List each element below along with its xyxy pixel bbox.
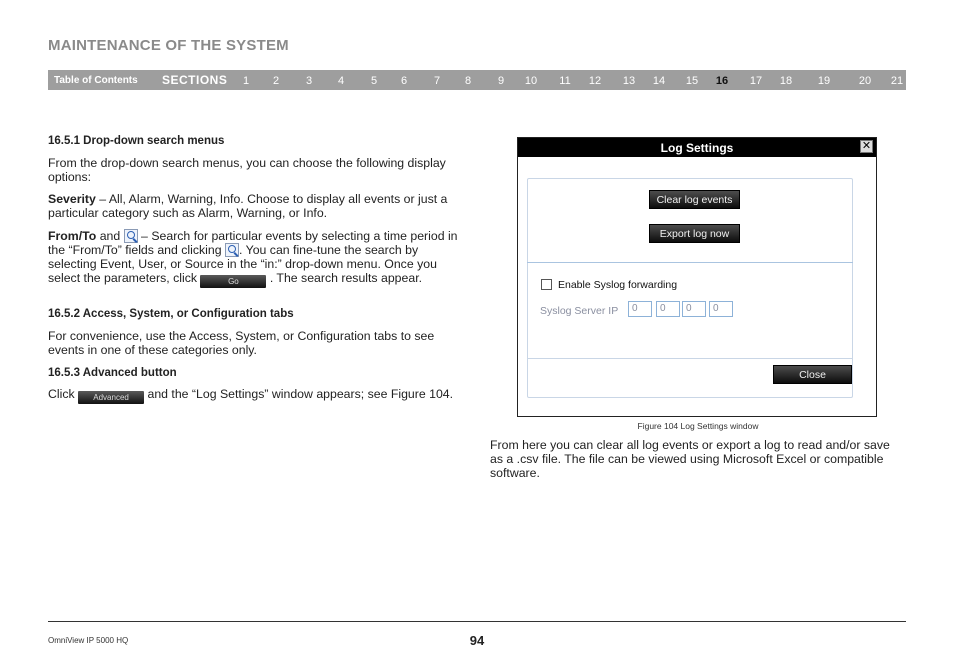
enable-syslog-checkbox[interactable] [541,279,552,290]
section-link-14[interactable]: 14 [652,75,666,87]
search-magnifier-icon [124,229,138,243]
term-severity: Severity [48,192,96,206]
section-link-21[interactable]: 21 [890,75,904,87]
syslog-server-ip-label: Syslog Server IP [540,305,619,317]
divider [527,358,853,359]
heading-advanced-button: 16.5.3 Advanced button [48,367,177,379]
page-number: 94 [469,633,485,648]
paragraph-from-to: From/To and – Search for particular events by selecting a time period in the “From/To” fields and clicking . You can fine-tune the search by selecting Event, User, or Source in the “in:” drop-down menu. Once you select the parameters, click Go . The search results appear. [48,229,458,286]
section-link-3[interactable]: 3 [305,75,313,87]
figure-caption: Figure 104 Log Settings window [637,421,759,431]
section-link-19[interactable]: 19 [817,75,831,87]
section-link-2[interactable]: 2 [272,75,280,87]
dialog-title-bar [518,138,876,157]
section-link-20[interactable]: 20 [858,75,872,87]
footer-product-name: OmniView IP 5000 HQ [48,636,129,645]
close-icon[interactable]: ✕ [861,140,872,152]
divider [527,262,853,263]
advanced-button-image: Advanced [78,391,144,404]
section-link-1[interactable]: 1 [242,75,250,87]
paragraph-advanced: Click Advanced and the “Log Settings” window appears; see Figure 104. [48,387,454,402]
dialog-title: Log Settings [660,141,734,155]
chapter-title: MAINTENANCE OF THE SYSTEM [48,37,289,54]
section-link-17[interactable]: 17 [749,75,763,87]
ip-octet-2-input[interactable]: 0 [656,301,680,317]
clear-log-events-button[interactable]: Clear log events [649,190,740,209]
section-link-12[interactable]: 12 [588,75,602,87]
ip-octet-3-input[interactable]: 0 [682,301,706,317]
section-link-8[interactable]: 8 [464,75,472,87]
paragraph-intro: From the drop-down search menus, you can choose the following display options: [48,156,446,184]
section-link-16-current[interactable]: 16 [715,75,729,87]
section-link-11[interactable]: 11 [559,75,571,87]
footer-divider [48,621,906,622]
heading-drop-down-search-menus: 16.5.1 Drop-down search menus [48,135,225,147]
section-nav-bar [48,70,906,90]
ip-octet-4-input[interactable]: 0 [709,301,733,317]
section-link-4[interactable]: 4 [337,75,345,87]
close-button[interactable]: Close [773,365,852,384]
section-link-9[interactable]: 9 [497,75,505,87]
log-settings-dialog [517,137,877,417]
go-button-image: Go [200,275,266,288]
heading-access-system-configuration-tabs: 16.5.2 Access, System, or Configuration tabs [48,308,294,320]
sections-label: SECTIONS [162,73,228,87]
ip-octet-1-input[interactable]: 0 [628,301,652,317]
paragraph-severity: Severity – All, Alarm, Warning, Info. Choose to display all events or just a particular category such as Alarm, Warning, or Info. [48,192,448,220]
enable-syslog-label: Enable Syslog forwarding [558,279,678,291]
section-link-18[interactable]: 18 [779,75,793,87]
section-link-6[interactable]: 6 [400,75,408,87]
export-log-now-button[interactable]: Export log now [649,224,740,243]
search-magnifier-icon [225,243,239,257]
section-link-15[interactable]: 15 [685,75,699,87]
paragraph-tabs: For convenience, use the Access, System, or Configuration tabs to see events in one of these categories only. [48,329,435,357]
paragraph-log-export: From here you can clear all log events or export a log to read and/or save as a .csv file. The file can be viewed using Microsoft Excel or compatible software. [490,438,890,480]
term-from-to: From/To [48,229,97,243]
section-link-13[interactable]: 13 [622,75,636,87]
section-link-7[interactable]: 7 [433,75,441,87]
table-of-contents-link[interactable]: Table of Contents [54,75,138,86]
section-link-5[interactable]: 5 [370,75,378,87]
section-link-10[interactable]: 10 [524,75,538,87]
